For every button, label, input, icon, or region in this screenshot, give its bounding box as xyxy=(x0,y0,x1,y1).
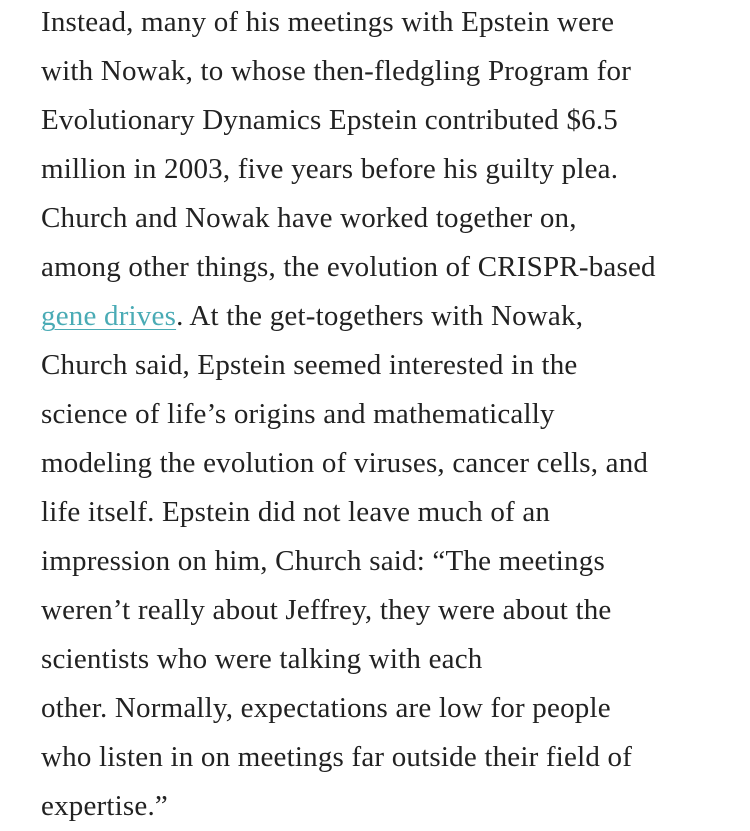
text-line: impression on him, Church said: “The meetings xyxy=(41,545,605,577)
text-line: Evolutionary Dynamics Epstein contributed $6.5 xyxy=(41,104,619,136)
text-line: weren’t really about Jeffrey, they were about the xyxy=(41,594,612,626)
article-paragraph xyxy=(41,0,656,831)
text-line: who listen in on meetings far outside their field of xyxy=(41,741,633,773)
text-line: Church and Nowak have worked together on, xyxy=(41,202,577,234)
text-line: modeling the evolution of viruses, cancer cells, and xyxy=(41,447,649,479)
text-line xyxy=(41,292,656,341)
text-line: Instead, many of his meetings with Epstein were xyxy=(41,6,615,38)
text-line: life itself. Epstein did not leave much of an xyxy=(41,496,551,528)
text-line: Church said, Epstein seemed interested in the xyxy=(41,349,578,381)
text-line: with Nowak, to whose then-fledgling Program for xyxy=(41,55,632,87)
text-line: expertise.” xyxy=(41,790,168,822)
text-line: science of life’s origins and mathematically xyxy=(41,398,555,430)
text-line: among other things, the evolution of CRISPR-based xyxy=(41,251,656,283)
text-line: million in 2003, five years before his guilty plea. xyxy=(41,153,619,185)
text-segment: . At the get-togethers with Nowak, xyxy=(176,300,584,332)
text-line: other. Normally, expectations are low for people xyxy=(41,692,611,724)
text-line: scientists who were talking with each xyxy=(41,643,483,675)
gene-drives-link[interactable]: gene drives xyxy=(41,300,177,332)
